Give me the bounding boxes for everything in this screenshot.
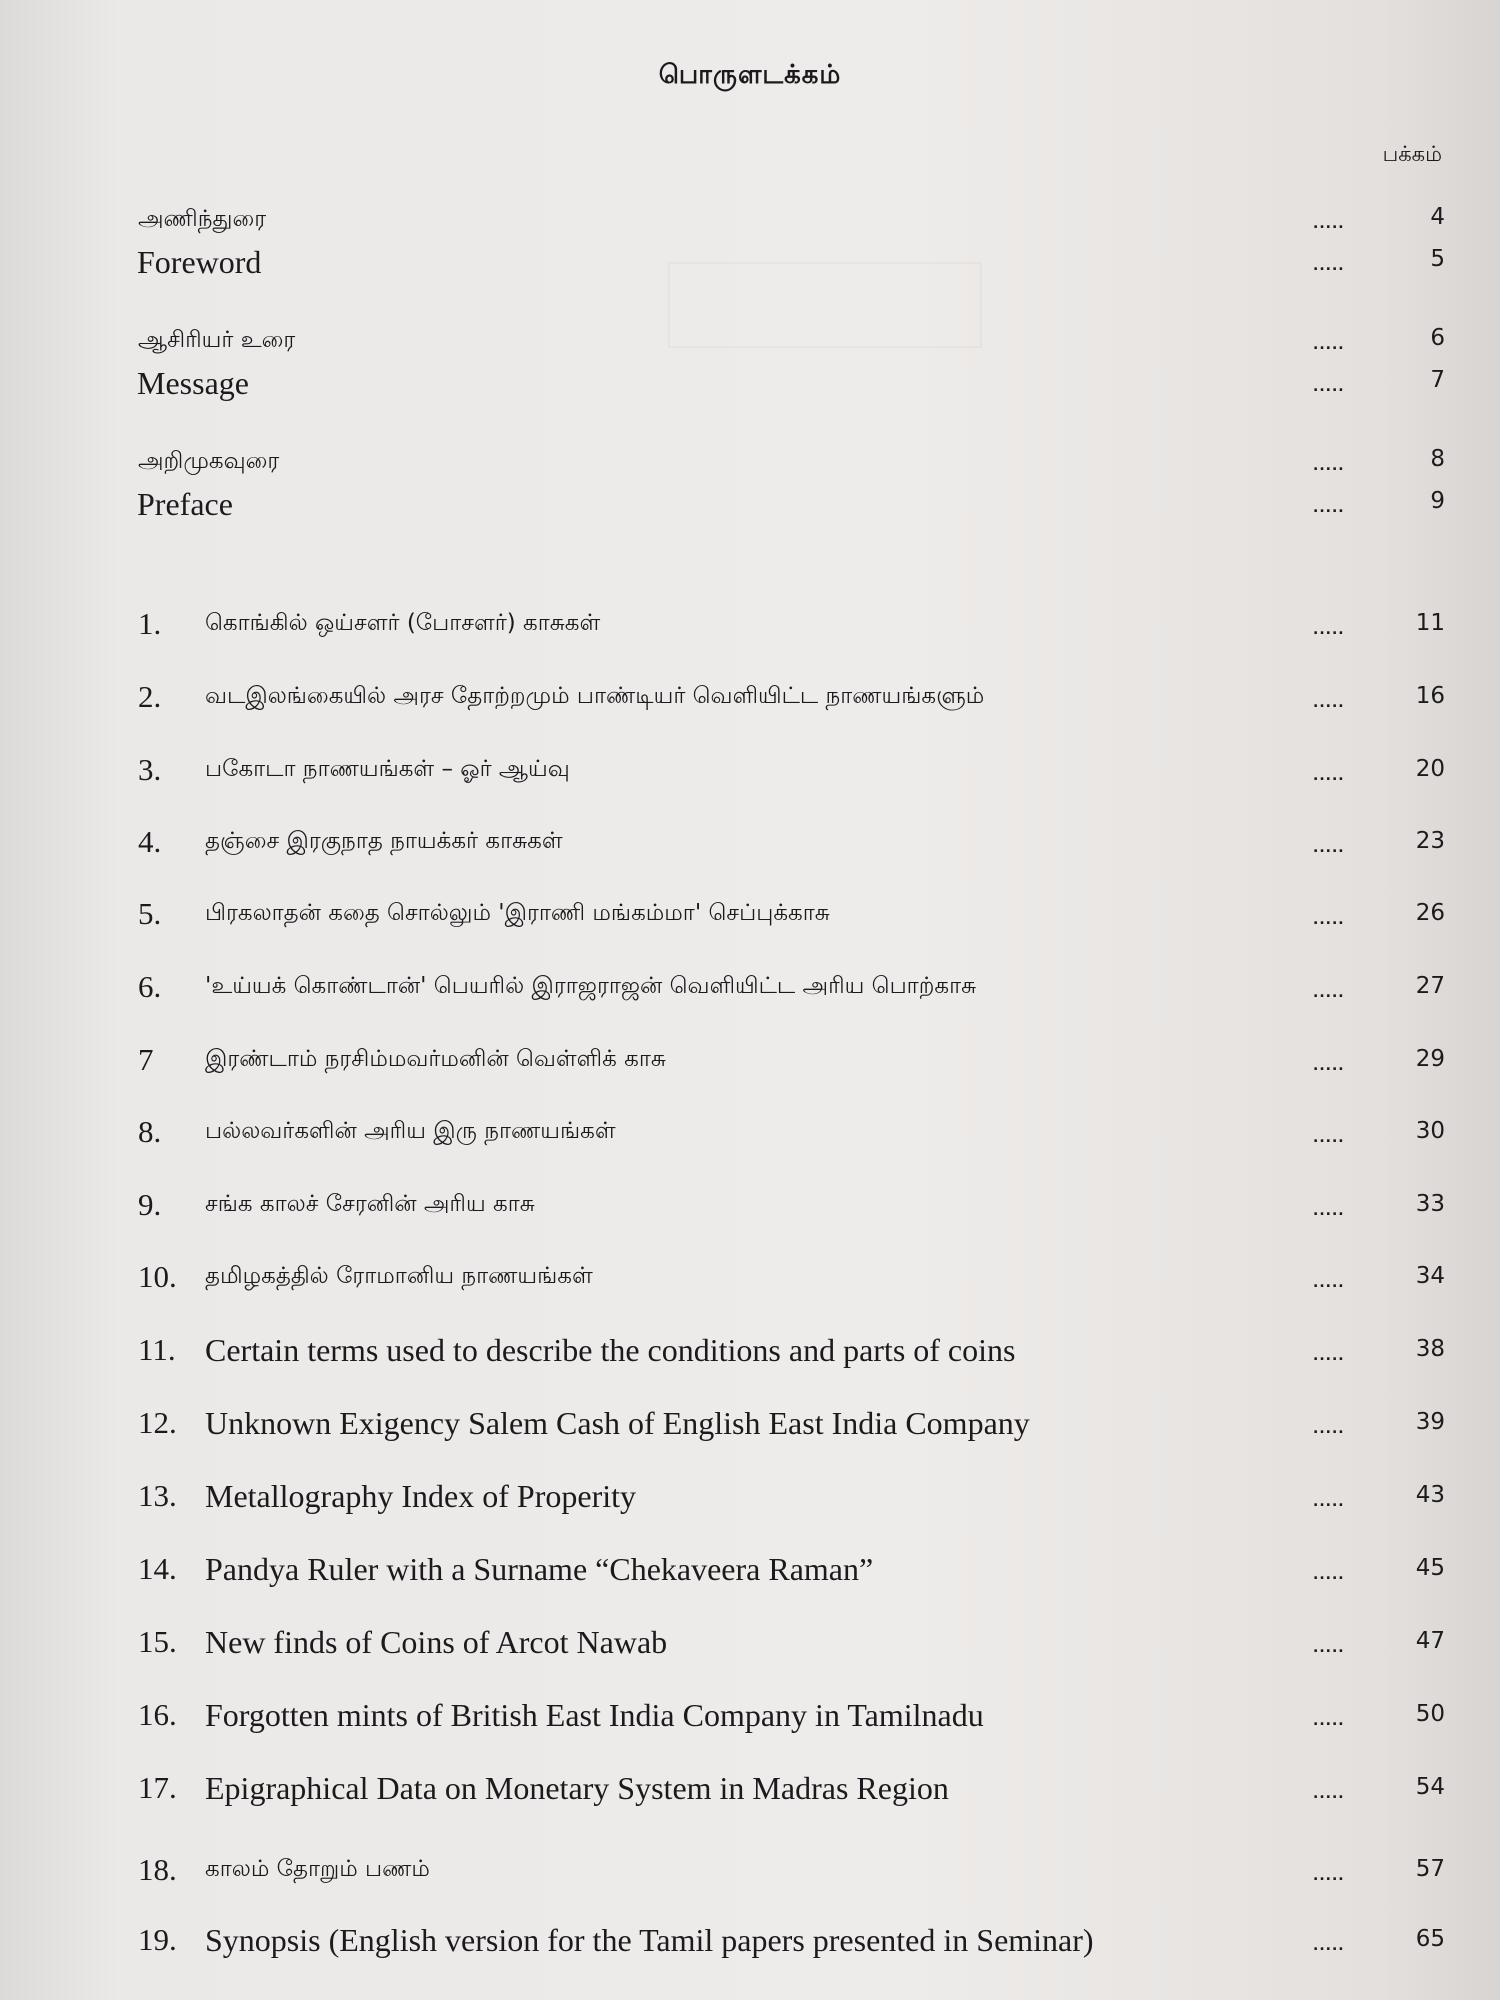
toc-page-number: 23 bbox=[1415, 828, 1445, 854]
chapter-number: 19. bbox=[138, 1922, 177, 1957]
toc-leader-dots: ..... bbox=[1313, 1640, 1345, 1656]
toc-page-number: 33 bbox=[1415, 1191, 1445, 1217]
toc-entry bbox=[0, 486, 1500, 526]
chapter-title: தமிழகத்தில் ரோமானிய நாணயங்கள் bbox=[205, 1263, 593, 1289]
toc-chapter-row bbox=[0, 1624, 1500, 1664]
toc-page-number: 7 bbox=[1430, 367, 1445, 393]
toc-page-number: 45 bbox=[1415, 1555, 1445, 1581]
toc-leader-dots: ..... bbox=[1313, 840, 1345, 856]
chapter-number: 1. bbox=[138, 606, 162, 641]
toc-page-number: 27 bbox=[1415, 973, 1445, 999]
toc-page-number: 50 bbox=[1415, 1701, 1445, 1727]
toc-leader-dots: ..... bbox=[1313, 1786, 1345, 1802]
chapter-number: 12. bbox=[138, 1405, 177, 1440]
toc-chapter-row bbox=[0, 1551, 1500, 1591]
toc-page-number: 16 bbox=[1415, 683, 1445, 709]
chapter-title: தஞ்சை இரகுநாத நாயக்கர் காசுகள் bbox=[205, 828, 563, 854]
toc-entry-label: Message bbox=[137, 365, 249, 401]
chapter-number: 14. bbox=[138, 1551, 177, 1586]
chapter-title: பிரகலாதன் கதை சொல்லும் 'இராணி மங்கம்மா' செப்புக்காசு bbox=[205, 900, 830, 926]
chapter-number: 13. bbox=[138, 1478, 177, 1513]
toc-page-number: 43 bbox=[1415, 1482, 1445, 1508]
chapter-title: Epigraphical Data on Monetary System in Madras Region bbox=[205, 1770, 949, 1806]
toc-leader-dots: ..... bbox=[1313, 1494, 1345, 1510]
chapter-number: 4. bbox=[138, 824, 162, 859]
chapter-number: 8. bbox=[138, 1114, 162, 1149]
toc-leader-dots: ..... bbox=[1313, 1868, 1345, 1884]
toc-page-number: 57 bbox=[1415, 1856, 1445, 1882]
toc-leader-dots: ..... bbox=[1313, 622, 1345, 638]
toc-entry bbox=[0, 365, 1500, 405]
toc-page-number: 39 bbox=[1415, 1409, 1445, 1435]
toc-entry-label: Preface bbox=[137, 486, 233, 522]
toc-chapter-row bbox=[0, 824, 1500, 864]
chapter-title: Synopsis (English version for the Tamil papers presented in Seminar) bbox=[205, 1922, 1094, 1958]
chapter-number: 18. bbox=[138, 1852, 177, 1887]
toc-leader-dots: ..... bbox=[1313, 912, 1345, 928]
toc-chapter-row bbox=[0, 969, 1500, 1009]
toc-leader-dots: ..... bbox=[1313, 1058, 1345, 1074]
toc-page-number: 29 bbox=[1415, 1046, 1445, 1072]
toc-chapter-row bbox=[0, 1770, 1500, 1810]
chapter-number: 5. bbox=[138, 896, 162, 931]
toc-entry-label: Foreword bbox=[137, 244, 262, 280]
toc-chapter-row bbox=[0, 1332, 1500, 1372]
chapter-title: பகோடா நாணயங்கள் – ஓர் ஆய்வு bbox=[205, 756, 570, 782]
toc-chapter-row bbox=[0, 752, 1500, 792]
toc-chapter-row bbox=[0, 606, 1500, 646]
toc-chapter-row bbox=[0, 1852, 1500, 1892]
toc-leader-dots: ..... bbox=[1313, 216, 1345, 232]
chapter-number: 10. bbox=[138, 1259, 177, 1294]
page-column-header: பக்கம் bbox=[1382, 142, 1442, 166]
toc-page-number: 8 bbox=[1430, 446, 1445, 472]
toc-chapter-row bbox=[0, 1697, 1500, 1737]
toc-chapter-row bbox=[0, 1922, 1500, 1962]
toc-chapter-row bbox=[0, 1187, 1500, 1227]
chapter-title: இரண்டாம் நரசிம்மவர்மனின் வெள்ளிக் காசு bbox=[205, 1046, 666, 1072]
toc-chapter-row bbox=[0, 896, 1500, 936]
toc-leader-dots: ..... bbox=[1313, 1348, 1345, 1364]
chapter-title: Metallography Index of Properity bbox=[205, 1478, 636, 1514]
toc-leader-dots: ..... bbox=[1313, 458, 1345, 474]
chapter-title: காலம் தோறும் பணம் bbox=[205, 1856, 430, 1882]
toc-page-number: 26 bbox=[1415, 900, 1445, 926]
toc-chapter-row bbox=[0, 679, 1500, 719]
toc-leader-dots: ..... bbox=[1313, 1938, 1345, 1954]
chapter-title: சங்க காலச் சேரனின் அரிய காசு bbox=[205, 1191, 535, 1217]
toc-chapter-row bbox=[0, 1042, 1500, 1082]
toc-page-number: 38 bbox=[1415, 1336, 1445, 1362]
toc-page-number: 65 bbox=[1415, 1926, 1445, 1952]
toc-entry-label: அணிந்துரை bbox=[138, 206, 267, 232]
toc-leader-dots: ..... bbox=[1313, 500, 1345, 516]
toc-chapter-row bbox=[0, 1259, 1500, 1299]
page-title: பொருளடக்கம் bbox=[658, 60, 842, 90]
chapter-title: New finds of Coins of Arcot Nawab bbox=[205, 1624, 668, 1660]
toc-leader-dots: ..... bbox=[1313, 1421, 1345, 1437]
toc-page-number: 4 bbox=[1430, 204, 1445, 230]
toc-leader-dots: ..... bbox=[1313, 695, 1345, 711]
toc-leader-dots: ..... bbox=[1313, 985, 1345, 1001]
chapter-number: 6. bbox=[138, 969, 162, 1004]
toc-page-number: 54 bbox=[1415, 1774, 1445, 1800]
chapter-number: 15. bbox=[138, 1624, 177, 1659]
chapter-number: 3. bbox=[138, 752, 162, 787]
toc-entry-label: ஆசிரியர் உரை bbox=[138, 327, 296, 353]
toc-entry bbox=[0, 244, 1500, 284]
toc-entry bbox=[0, 446, 1500, 486]
chapter-number: 2. bbox=[138, 679, 162, 714]
chapter-title: பல்லவர்களின் அரிய இரு நாணயங்கள் bbox=[205, 1118, 616, 1144]
chapter-number: 7 bbox=[138, 1042, 154, 1077]
toc-entry-label: அறிமுகவுரை bbox=[138, 448, 280, 474]
chapter-title: Pandya Ruler with a Surname “Chekaveera Raman” bbox=[205, 1551, 874, 1587]
toc-page-number: 34 bbox=[1415, 1263, 1445, 1289]
toc-page-number: 6 bbox=[1430, 325, 1445, 351]
chapter-title: கொங்கில் ஒய்சளர் (போசளர்) காசுகள் bbox=[205, 610, 601, 636]
toc-leader-dots: ..... bbox=[1313, 1713, 1345, 1729]
toc-page-number: 47 bbox=[1415, 1628, 1445, 1654]
toc-leader-dots: ..... bbox=[1313, 1130, 1345, 1146]
chapter-title: Forgotten mints of British East India Company in Tamilnadu bbox=[205, 1697, 984, 1733]
chapter-number: 16. bbox=[138, 1697, 177, 1732]
toc-leader-dots: ..... bbox=[1313, 1567, 1345, 1583]
toc-page-number: 11 bbox=[1415, 610, 1445, 636]
chapter-title: Unknown Exigency Salem Cash of English East India Company bbox=[205, 1405, 1030, 1441]
chapter-title: Certain terms used to describe the conditions and parts of coins bbox=[205, 1332, 1016, 1368]
toc-entry bbox=[0, 325, 1500, 365]
toc-chapter-row bbox=[0, 1478, 1500, 1518]
toc-entry bbox=[0, 204, 1500, 244]
chapter-number: 11. bbox=[138, 1332, 176, 1367]
toc-page-number: 30 bbox=[1415, 1118, 1445, 1144]
chapter-number: 9. bbox=[138, 1187, 162, 1222]
toc-chapter-row bbox=[0, 1114, 1500, 1154]
toc-leader-dots: ..... bbox=[1313, 1203, 1345, 1219]
toc-page-number: 9 bbox=[1430, 488, 1445, 514]
toc-leader-dots: ..... bbox=[1313, 337, 1345, 353]
chapter-title: வடஇலங்கையில் அரச தோற்றமும் பாண்டியர் வெளியிட்ட நாணயங்களும் bbox=[205, 683, 985, 709]
toc-leader-dots: ..... bbox=[1313, 258, 1345, 274]
toc-leader-dots: ..... bbox=[1313, 768, 1345, 784]
toc-page-number: 20 bbox=[1415, 756, 1445, 782]
toc-leader-dots: ..... bbox=[1313, 1275, 1345, 1291]
chapter-number: 17. bbox=[138, 1770, 177, 1805]
toc-chapter-row bbox=[0, 1405, 1500, 1445]
toc-leader-dots: ..... bbox=[1313, 379, 1345, 395]
chapter-title: 'உய்யக் கொண்டான்' பெயரில் இராஜராஜன் வெளியிட்ட அரிய பொற்காசு bbox=[205, 973, 977, 999]
toc-page-number: 5 bbox=[1430, 246, 1445, 272]
